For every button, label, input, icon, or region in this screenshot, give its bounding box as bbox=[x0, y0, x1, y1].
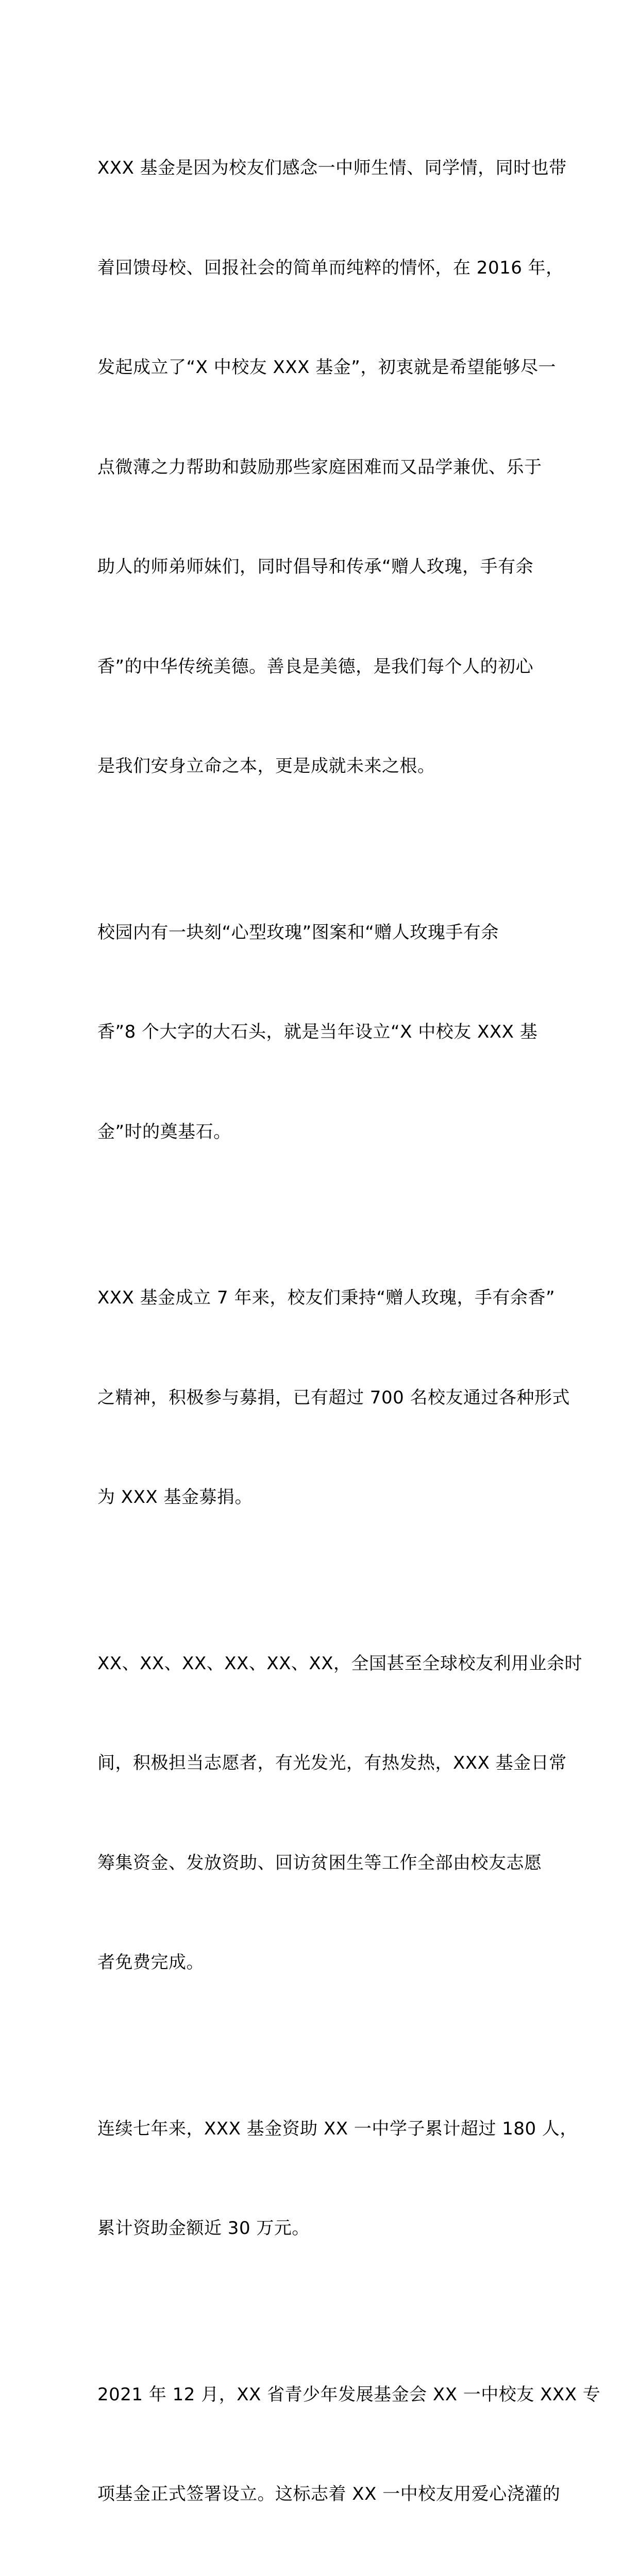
text-line: 助人的师弟师妹们，同时倡导和传承“赠人玫瑰，手有余 bbox=[97, 550, 546, 584]
paragraph-official-establishment bbox=[97, 2312, 546, 2576]
text-line: XXX 基金是因为校友们感念一中师生情、同学情，同时也带 bbox=[97, 151, 546, 185]
text-line: 校园内有一块刻“心型玫瑰”图案和“赠人玫瑰手有余 bbox=[97, 916, 546, 950]
text-line: 香”8 个大字的大石头，就是当年设立“X 中校友 XXX 基 bbox=[97, 1015, 546, 1049]
paragraph-foundation-stone bbox=[97, 850, 546, 1215]
text-line: 香”的中华传统美德。善良是美德，是我们每个人的初心 bbox=[97, 650, 546, 684]
paragraph-volunteers bbox=[97, 1581, 546, 2046]
text-line: 为 XXX 基金募捐。 bbox=[97, 1481, 546, 1514]
text-line: 着回馈母校、回报社会的简单而纯粹的情怀，在 2016 年， bbox=[97, 251, 546, 285]
text-line: 连续七年来，XXX 基金资助 XX 一中学子累计超过 180 人， bbox=[97, 2112, 546, 2146]
text-line: 2021 年 12 月，XX 省青少年发展基金会 XX 一中校友 XXX 专 bbox=[97, 2378, 546, 2412]
document-body bbox=[97, 85, 546, 2576]
text-line: 金”时的奠基石。 bbox=[97, 1115, 546, 1149]
paragraph-funding-results bbox=[97, 2046, 546, 2312]
text-line: 间，积极担当志愿者，有光发光，有热发热，XXX 基金日常 bbox=[97, 1747, 546, 1780]
text-line: 是我们安身立命之本，更是成就未来之根。 bbox=[97, 750, 546, 783]
text-line: 筹集资金、发放资助、回访贫困生等工作全部由校友志愿 bbox=[97, 1846, 546, 1880]
text-line: XX、XX、XX、XX、XX、XX，全国甚至全球校友利用业余时 bbox=[97, 1647, 546, 1681]
text-line: 项基金正式签署设立。这标志着 XX 一中校友用爱心浇灌的 bbox=[97, 2478, 546, 2511]
text-line: 者免费完成。 bbox=[97, 1946, 546, 1979]
document-page bbox=[0, 0, 639, 904]
text-line: XXX 基金成立 7 年来，校友们秉持“赠人玫瑰，手有余香” bbox=[97, 1281, 546, 1315]
text-line: 累计资助金额近 30 万元。 bbox=[97, 2212, 546, 2245]
text-line: 发起成立了“X 中校友 XXX 基金”，初衷就是希望能够尽一 bbox=[97, 351, 546, 384]
paragraph-donations bbox=[97, 1215, 546, 1581]
text-line: 点微薄之力帮助和鼓励那些家庭困难而又品学兼优、乐于 bbox=[97, 451, 546, 484]
paragraph-fund-origin bbox=[97, 85, 546, 850]
text-line: 之精神，积极参与募捐，已有超过 700 名校友通过各种形式 bbox=[97, 1381, 546, 1415]
